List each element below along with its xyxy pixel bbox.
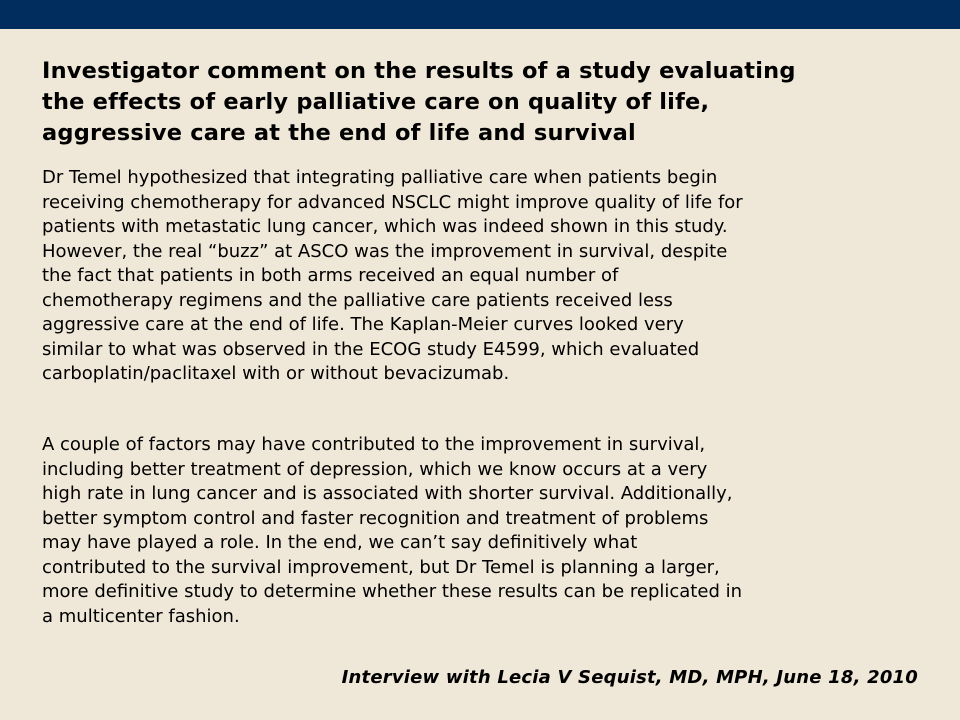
paragraph-line: A couple of factors may have contributed to the improvement in survival,	[42, 434, 706, 455]
paragraph-line: Dr Temel hypothesized that integrating palliative care when patients begin	[42, 167, 718, 188]
paragraph-line: patients with metastatic lung cancer, which was indeed shown in this study.	[42, 216, 728, 237]
paragraph-line: better symptom control and faster recognition and treatment of problems	[42, 507, 709, 529]
paragraph-line: carboplatin/paclitaxel with or without bevacizumab.	[42, 363, 510, 384]
paragraph-line: including better treatment of depression, which we know occurs at a very	[42, 458, 708, 480]
paragraph-line: a multicenter fashion.	[42, 605, 240, 627]
title-line: the effects of early palliative care on quality of life,	[42, 89, 710, 115]
paragraph-line: high rate in lung cancer and is associated with shorter survival. Additionally,	[42, 483, 733, 504]
interview-citation: Interview with Lecia V Sequist, MD, MPH, June 18, 2010	[341, 667, 918, 688]
slide-title	[42, 56, 942, 149]
paragraph-line: more definitive study to determine whether these results can be replicated in	[42, 581, 742, 602]
paragraph-line: similar to what was observed in the ECOG study E4599, which evaluated	[42, 338, 700, 360]
paragraph-line: aggressive care at the end of life. The Kaplan-Meier curves looked very	[42, 314, 684, 335]
paragraph-line: may have played a role. In the end, we can’t say definitively what	[42, 532, 638, 553]
top-banner-bar	[0, 0, 960, 29]
title-line: Investigator comment on the results of a study evaluating	[42, 58, 796, 84]
paragraph-line: the fact that patients in both arms received an equal number of	[42, 265, 619, 286]
paragraph-line: However, the real “buzz” at ASCO was the improvement in survival, despite	[42, 240, 728, 262]
paragraph-survival-factors	[42, 433, 942, 629]
paragraph-temel-hypothesis	[42, 166, 942, 387]
paragraph-line: receiving chemotherapy for advanced NSCLC might improve quality of life for	[42, 191, 743, 213]
paragraph-line: chemotherapy regimens and the palliative care patients received less	[42, 289, 673, 311]
title-line: aggressive care at the end of life and survival	[42, 120, 636, 146]
paragraph-line: contributed to the survival improvement, but Dr Temel is planning a larger,	[42, 556, 720, 578]
